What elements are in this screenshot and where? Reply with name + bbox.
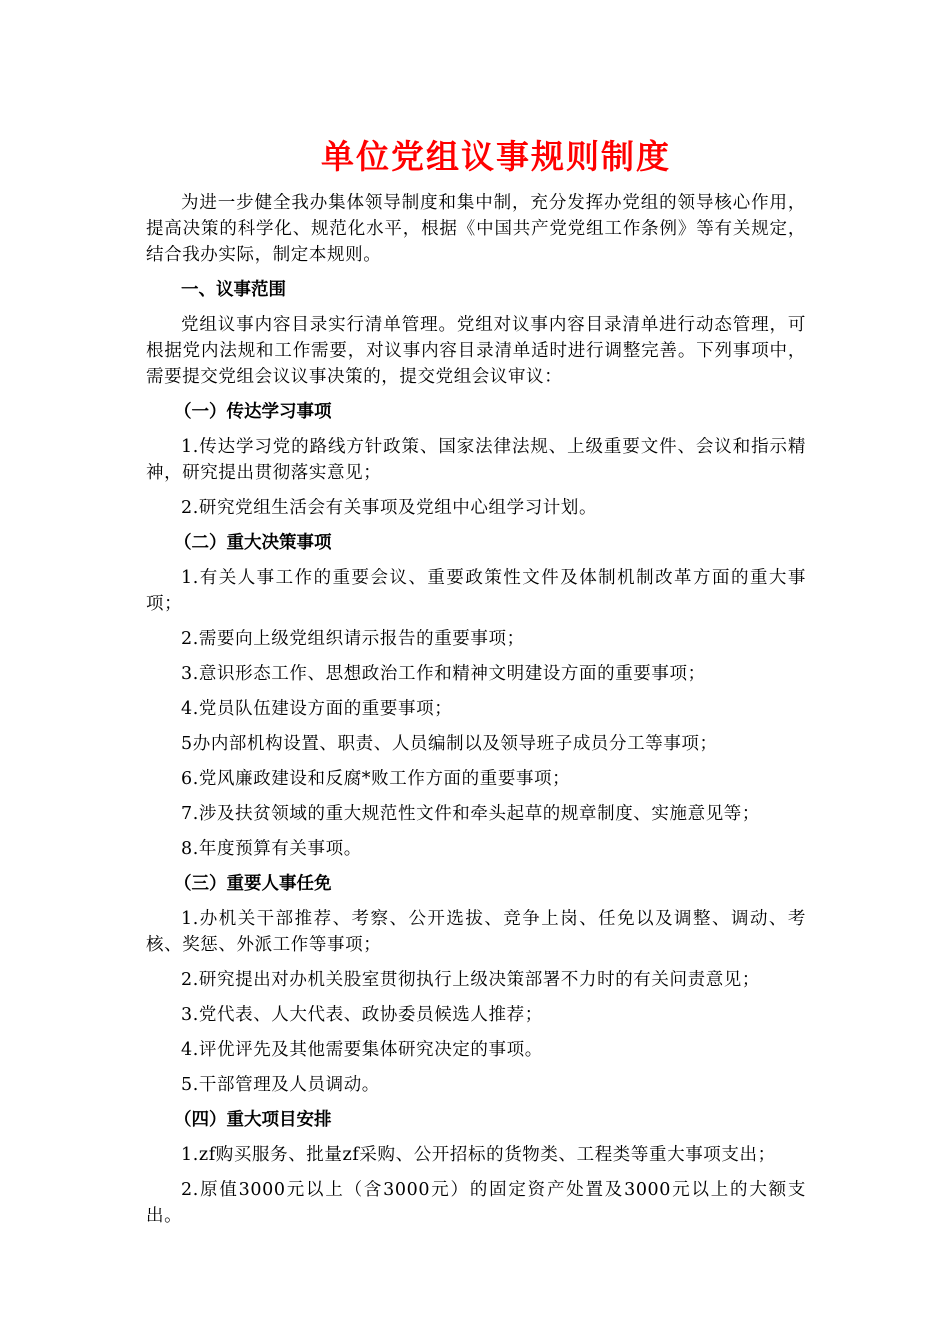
subsection-heading-decisions: （二）重大决策事项 — [174, 533, 332, 553]
list-item: 1.传达学习党的路线方针政策、国家法律法规、上级重要文件、会议和指示精神，研究提出贯彻落实意见； — [146, 437, 806, 483]
list-item: 2.研究提出对办机关股室贯彻执行上级决策部署不力时的有关问责意见； — [181, 970, 760, 990]
subsection-heading-study: （一）传达学习事项 — [174, 402, 332, 422]
list-item: 4.党员队伍建设方面的重要事项； — [181, 699, 453, 719]
list-item: 3.党代表、人大代表、政协委员候选人推荐； — [181, 1005, 543, 1025]
subsection-heading-projects: （四）重大项目安排 — [174, 1110, 332, 1130]
list-item: 5.干部管理及人员调动。 — [181, 1075, 380, 1095]
document-page — [146, 132, 806, 1238]
list-item: 7.涉及扶贫领域的重大规范性文件和牵头起草的规章制度、实施意见等； — [181, 804, 760, 824]
list-item: 2.原值3000元以上（含3000元）的固定资产处置及3000元以上的大额支出。 — [146, 1180, 806, 1226]
list-item: 2.需要向上级党组织请示报告的重要事项； — [181, 629, 525, 649]
list-item: 1.zf购买服务、批量zf采购、公开招标的货物类、工程类等重大事项支出； — [181, 1145, 776, 1165]
list-item: 3.意识形态工作、思想政治工作和精神文明建设方面的重要事项； — [181, 664, 706, 684]
list-item: 1.办机关干部推荐、考察、公开选拔、竞争上岗、任免以及调整、调动、考核、奖惩、外派工作等事项； — [146, 909, 806, 955]
section-paragraph-scope: 党组议事内容目录实行清单管理。党组对议事内容目录清单进行动态管理，可根据党内法规和工作需要，对议事内容目录清单适时进行调整完善。下列事项中，需要提交党组会议议事决策的，提交党组会议审议： — [146, 315, 806, 387]
intro-paragraph: 为进一步健全我办集体领导制度和集中制，充分发挥办党组的领导核心作用，提高决策的科学化、规范化水平，根据《中国共产党党组工作条例》等有关规定，结合我办实际，制定本规则。 — [146, 193, 806, 265]
list-item: 1.有关人事工作的重要会议、重要政策性文件及体制机制改革方面的重大事项； — [146, 568, 806, 614]
list-item: 4.评优评先及其他需要集体研究决定的事项。 — [181, 1040, 543, 1060]
list-item: 5办内部机构设置、职责、人员编制以及领导班子成员分工等事项； — [181, 734, 718, 754]
list-item: 8.年度预算有关事项。 — [181, 839, 362, 859]
list-item: 6.党风廉政建设和反腐*败工作方面的重要事项； — [181, 769, 571, 789]
section-heading-scope: 一、议事范围 — [181, 280, 286, 300]
list-item: 2.研究党组生活会有关事项及党组中心组学习计划。 — [181, 498, 598, 518]
subsection-heading-personnel: （三）重要人事任免 — [174, 874, 332, 894]
document-title: 单位党组议事规则制度 — [321, 137, 671, 176]
